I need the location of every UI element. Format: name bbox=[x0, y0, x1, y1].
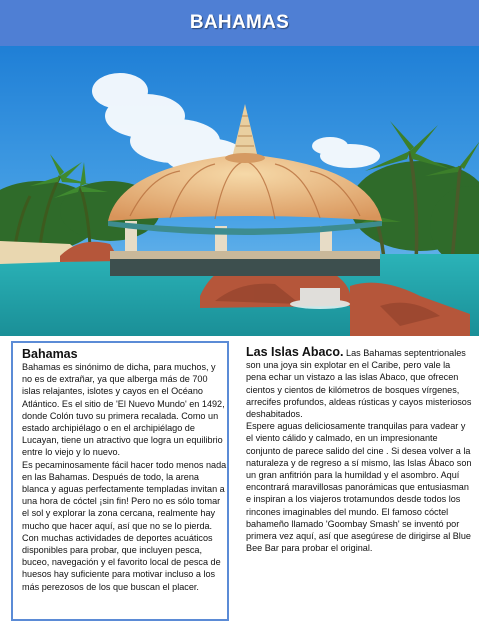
bahamas-heading: Bahamas bbox=[22, 347, 78, 361]
abaco-lead-paragraph bbox=[246, 345, 472, 420]
beach-pavilion-photo bbox=[0, 46, 479, 336]
abaco-text-column bbox=[246, 345, 472, 554]
bahamas-text-box bbox=[11, 341, 229, 621]
bahamas-paragraph-2: Es pecaminosamente fácil hacer todo menos nada en las Bahamas. Después de todo, la arena blanca y aguas perfectamente templadas invitan a una hora de cóctel ¡sin fin! Pero no es sólo tomar el sol y explorar la zona cercana, realmente hay mucho que hacer aquí, así que no se lo pierda. Con muchas actividades de deportes acuáticos disponibles para probar, que incluyen pesca, buceo, navegación y el favorito local de pesca de huesos hay suficiente para motivar incluso a los más perezosos de los que buscan el placer. bbox=[22, 459, 227, 592]
abaco-lead-text: Las Bahamas septentrionales son una joya sin explotar en el Caribe, pero vale la pena echar un vistazo a las islas Abaco, que ofrecen cientos y cientos de kilómetros de bosques vírgenes, arrecifes profundos, aldeas rústicas y cayos misteriosos deshabitados. bbox=[246, 348, 472, 420]
abaco-paragraph-2: Espere aguas deliciosamente tranquilas para vadear y el viento cálido y calmado, en un impresionante conjunto de parece salido del cine . Si desea volver a la naturaleza y de regreso a sí mismo, las Islas Ábaco son un gran anfitrión para la humildad y el asombro. Aquí encontrará maravillosas panorámicas que entusiasman e inspiran a los viajeros trotamundos desde todos los rincones imaginables del mundo. El famoso cóctel bahameño llamado 'Goombay Smash' se inventó por primera vez aquí, así que asegúrese de dirigirse al Blue Bee Bar para probar el original. bbox=[246, 421, 472, 554]
abaco-heading: Las Islas Abaco. bbox=[246, 345, 344, 359]
page-title: BAHAMAS bbox=[189, 12, 290, 33]
bahamas-paragraph-1: Bahamas es sinónimo de dicha, para muchos, y no es de extrañar, ya que alberga más de 700 islas relajantes, islotes y cayos en el Océano Atlántico. Es el sitio de 'El Nuevo Mundo' en 1492, donde Colón tuvo su primera recalada. Como un estado archipiélago o en el archipiélago de Lucayan, tiene un atractivo que logra un equilibrio entre lo viejo y lo nuevo. bbox=[22, 362, 225, 458]
page-header bbox=[0, 0, 479, 46]
